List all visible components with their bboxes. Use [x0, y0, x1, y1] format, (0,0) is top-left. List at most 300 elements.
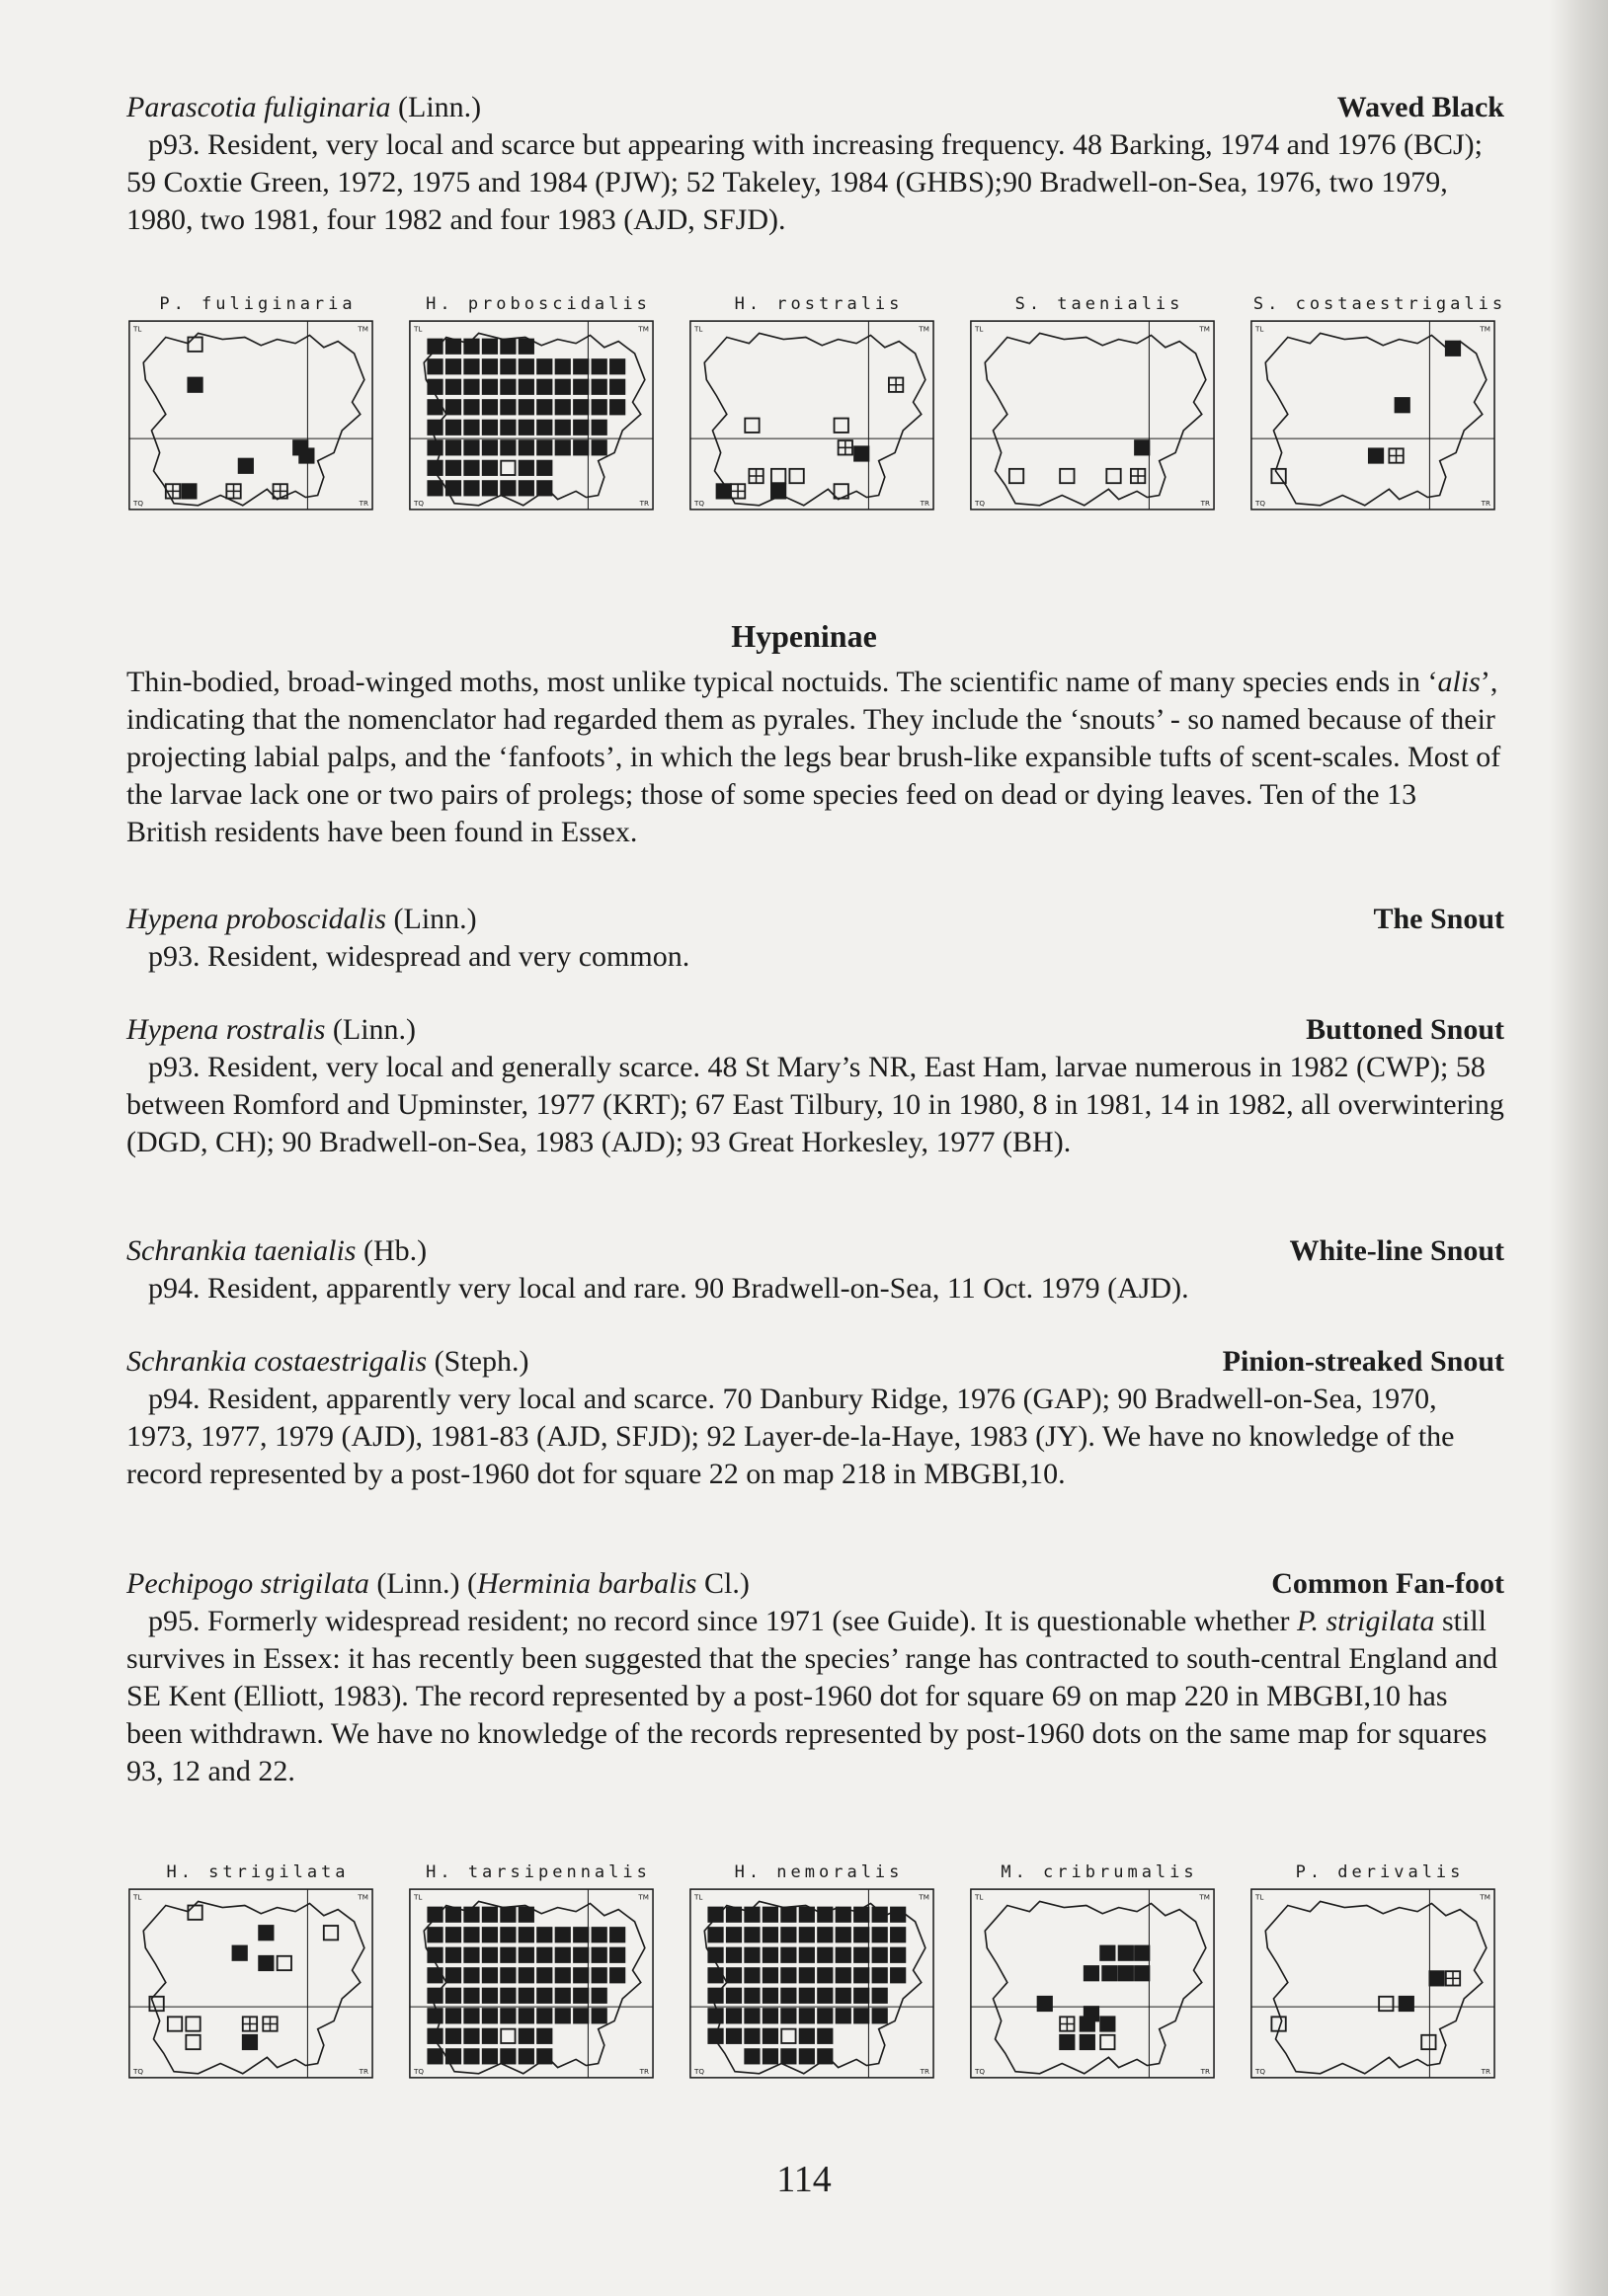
record-square-filled	[520, 1948, 533, 1962]
record-square-filled	[259, 1926, 273, 1940]
record-square-open	[1009, 469, 1023, 483]
record-square-filled	[428, 440, 442, 454]
record-square-open	[188, 338, 201, 352]
map-species-label: H. nemoralis	[734, 1862, 904, 1882]
record-square-filled	[446, 1989, 460, 2003]
record-square-filled	[428, 461, 442, 475]
record-square-filled	[464, 440, 478, 454]
record-square-filled	[520, 380, 533, 394]
record-square-filled	[800, 1928, 814, 1941]
record-square-open	[1379, 1997, 1393, 2011]
record-square-filled	[446, 1968, 460, 1982]
record-square-filled	[1081, 2017, 1094, 2030]
record-square-cross	[226, 484, 240, 498]
record-square-filled	[501, 359, 515, 373]
entry-heading	[126, 1011, 1504, 1049]
scientific-name: Pechipogo strigilata (Linn.) (Herminia barbalis Cl.)	[126, 1567, 750, 1600]
grid-label-tm: TM	[358, 1892, 368, 1902]
grid-label-tm: TM	[1480, 1892, 1490, 1902]
record-square-filled	[854, 1989, 868, 2003]
record-square-filled	[1135, 1946, 1149, 1960]
record-square-filled	[520, 400, 533, 414]
record-square-filled	[428, 400, 442, 414]
record-square-filled	[239, 459, 253, 473]
entry-hypena-proboscidalis	[126, 901, 1504, 976]
record-square-filled	[520, 359, 533, 373]
county-outline	[143, 333, 364, 505]
map-species-label: S. taenialis	[1014, 294, 1184, 314]
record-square-filled	[501, 400, 515, 414]
record-square-filled	[593, 1948, 606, 1962]
record-square-filled	[446, 1928, 460, 1941]
record-square-filled	[781, 2049, 795, 2063]
grid-label-tr: TR	[1481, 498, 1490, 508]
record-square-filled	[464, 2049, 478, 2063]
record-square-open	[188, 1906, 201, 1920]
record-square-filled	[873, 1908, 887, 1922]
entry-pechipogo-strigilata	[126, 1565, 1504, 1790]
record-square-filled	[556, 380, 570, 394]
scientific-name: Parascotia fuliginaria (Linn.)	[126, 91, 482, 123]
grid-label-tl: TL	[414, 324, 423, 334]
map-species-label: M. cribrumalis	[1001, 1862, 1198, 1882]
entry-heading	[126, 1232, 1504, 1270]
distribution-map	[1241, 291, 1519, 523]
section-intro	[126, 664, 1504, 851]
record-square-cross	[839, 440, 852, 454]
grid-label-tm: TM	[358, 324, 368, 334]
grid-label-tq: TQ	[975, 2066, 986, 2076]
record-square-filled	[837, 1948, 850, 1962]
record-square-filled	[501, 1989, 515, 2003]
record-square-filled	[446, 1908, 460, 1922]
record-square-filled	[1060, 2035, 1074, 2049]
record-square-filled	[837, 1989, 850, 2003]
record-square-filled	[610, 380, 624, 394]
distribution-map	[119, 1860, 397, 2092]
record-square-filled	[800, 1989, 814, 2003]
record-square-filled	[501, 421, 515, 435]
record-square-filled	[818, 1989, 832, 2003]
map-species-label: S. costaestrigalis	[1252, 294, 1507, 314]
record-square-filled	[593, 1968, 606, 1982]
entry-schrankia-costaestrigalis	[126, 1343, 1504, 1493]
record-square-filled	[537, 440, 551, 454]
record-square-filled	[537, 380, 551, 394]
map-species-label: H. rostralis	[734, 294, 904, 314]
record-square-filled	[800, 1908, 814, 1922]
record-square-filled	[428, 1948, 442, 1962]
scientific-name: Hypena proboscidalis (Linn.)	[126, 903, 477, 935]
record-square-cross	[749, 469, 763, 483]
entry-heading	[126, 1565, 1504, 1603]
record-square-cross	[243, 2017, 257, 2030]
record-square-filled	[428, 481, 442, 495]
record-square-filled	[464, 421, 478, 435]
map-graphic	[683, 317, 942, 515]
record-square-filled	[464, 1928, 478, 1941]
record-square-filled	[837, 2009, 850, 2022]
record-square-open	[324, 1926, 338, 1940]
record-square-filled	[781, 1928, 795, 1941]
grid-label-tl: TL	[133, 324, 142, 334]
record-square-filled	[446, 1948, 460, 1962]
record-square-filled	[556, 1928, 570, 1941]
map-graphic	[964, 317, 1223, 515]
record-square-filled	[537, 1948, 551, 1962]
record-square-filled	[520, 2029, 533, 2043]
entry-heading	[126, 901, 1504, 938]
record-square-filled	[854, 2009, 868, 2022]
record-square-filled	[891, 1908, 905, 1922]
record-square-open	[501, 461, 515, 475]
record-square-filled	[818, 1948, 832, 1962]
record-square-filled	[537, 400, 551, 414]
record-square-filled	[1135, 1966, 1149, 1980]
record-square-filled	[610, 1948, 624, 1962]
record-square-filled	[464, 1908, 478, 1922]
record-square-filled	[764, 1948, 777, 1962]
record-square-filled	[537, 2009, 551, 2022]
record-square-filled	[800, 1968, 814, 1982]
record-square-filled	[520, 1968, 533, 1982]
record-square-filled	[446, 2049, 460, 2063]
record-square-filled	[593, 1928, 606, 1941]
entry-parascotia-fuliginaria	[126, 89, 1504, 239]
record-square-filled	[464, 481, 478, 495]
record-square-filled	[483, 440, 497, 454]
record-square-filled	[520, 2049, 533, 2063]
record-square-filled	[556, 1989, 570, 2003]
record-square-filled	[428, 380, 442, 394]
record-square-filled	[873, 2009, 887, 2022]
grid-label-tl: TL	[1255, 324, 1264, 334]
record-square-filled	[446, 461, 460, 475]
record-square-filled	[837, 1968, 850, 1982]
distribution-map	[960, 1860, 1239, 2092]
record-square-filled	[610, 1928, 624, 1941]
record-square-filled	[188, 378, 201, 392]
record-square-filled	[818, 2009, 832, 2022]
record-square-filled	[520, 481, 533, 495]
grid-label-tm: TM	[1199, 1892, 1210, 1902]
record-square-filled	[483, 2049, 497, 2063]
record-square-filled	[610, 359, 624, 373]
record-square-filled	[483, 2029, 497, 2043]
map-graphic	[122, 317, 381, 515]
record-square-filled	[428, 340, 442, 354]
entry-text: p95. Formerly widespread resident; no record since 1971 (see Guide). It is questionable whether P. strigilata still survives in Essex: it has recently been suggested that the species’ range has contracted to south-central England and SE Kent (Elliott, 1983). The record represented by a post-1960 dot for square 69 on map 220 in MBGBI,10 has been withdrawn. We have no knowledge of the records represented by post-1960 dots on the same map for squares 93, 12 and 22.	[126, 1605, 1498, 1787]
record-square-filled	[771, 484, 785, 498]
record-square-filled	[537, 421, 551, 435]
record-square-filled	[574, 359, 588, 373]
record-square-filled	[574, 1928, 588, 1941]
record-square-filled	[483, 1968, 497, 1982]
record-square-filled	[593, 421, 606, 435]
record-square-filled	[501, 380, 515, 394]
record-square-filled	[537, 1968, 551, 1982]
record-square-filled	[574, 440, 588, 454]
distribution-map	[399, 1860, 678, 2092]
record-square-filled	[556, 359, 570, 373]
record-square-filled	[727, 1928, 741, 1941]
record-square-open	[1106, 469, 1120, 483]
record-square-filled	[708, 1908, 722, 1922]
county-outline	[985, 333, 1206, 505]
record-square-filled	[727, 2029, 741, 2043]
grid-label-tl: TL	[694, 1892, 703, 1902]
grid-label-tr: TR	[359, 2066, 368, 2076]
map-graphic	[403, 317, 662, 515]
record-square-filled	[537, 1989, 551, 2003]
grid-label-tm: TM	[919, 1892, 929, 1902]
record-square-filled	[537, 2049, 551, 2063]
grid-label-tl: TL	[1255, 1892, 1264, 1902]
grid-label-tq: TQ	[133, 2066, 144, 2076]
scientific-name: Schrankia taenialis (Hb.)	[126, 1234, 428, 1267]
record-square-filled	[764, 2049, 777, 2063]
record-square-filled	[428, 2049, 442, 2063]
record-square-filled	[891, 1948, 905, 1962]
record-square-filled	[708, 1948, 722, 1962]
record-square-filled	[717, 484, 731, 498]
record-square-filled	[464, 1989, 478, 2003]
record-square-filled	[781, 1968, 795, 1982]
record-square-filled	[800, 2049, 814, 2063]
entry-heading	[126, 89, 1504, 126]
entry-text: p93. Resident, very local and generally scarce. 48 St Mary’s NR, East Ham, larvae numerous in 1982 (CWP); 58 between Romford and Upminster, 1977 (KRT); 67 East Tilbury, 10 in 1980, 8 in 1981, 14 in 1982, all overwintering (DGD, CH); 90 Bradwell-on-Sea, 1983 (AJD); 93 Great Horkesley, 1977 (BH).	[126, 1051, 1504, 1158]
record-square-filled	[727, 1908, 741, 1922]
common-name: Pinion-streaked Snout	[1222, 1345, 1504, 1378]
record-square-filled	[1119, 1966, 1133, 1980]
record-square-filled	[464, 359, 478, 373]
record-square-filled	[464, 2029, 478, 2043]
record-square-filled	[745, 2049, 759, 2063]
record-square-filled	[745, 1989, 759, 2003]
grid-label-tr: TR	[639, 498, 649, 508]
record-square-filled	[818, 1928, 832, 1941]
record-square-filled	[1400, 1997, 1413, 2011]
grid-label-tq: TQ	[1255, 498, 1266, 508]
entry-schrankia-taenialis	[126, 1232, 1504, 1307]
record-square-filled	[800, 2009, 814, 2022]
record-square-filled	[428, 1928, 442, 1941]
record-square-filled	[873, 1948, 887, 1962]
grid-label-tl: TL	[414, 1892, 423, 1902]
grid-label-tr: TR	[359, 498, 368, 508]
record-square-filled	[854, 446, 868, 460]
record-square-filled	[428, 1908, 442, 1922]
entry-hypena-rostralis	[126, 1011, 1504, 1161]
record-square-filled	[764, 1928, 777, 1941]
record-square-filled	[593, 400, 606, 414]
record-square-filled	[1429, 1971, 1443, 1985]
common-name: White-line Snout	[1289, 1234, 1504, 1267]
record-square-filled	[556, 2009, 570, 2022]
record-square-filled	[1135, 440, 1149, 454]
record-square-filled	[501, 481, 515, 495]
record-square-filled	[593, 440, 606, 454]
record-square-filled	[1396, 398, 1409, 412]
record-square-filled	[781, 1948, 795, 1962]
record-square-filled	[800, 2029, 814, 2043]
maps-row-top	[119, 291, 1521, 523]
record-square-filled	[501, 2049, 515, 2063]
distribution-map	[680, 291, 958, 523]
map-graphic	[1245, 317, 1503, 515]
record-square-open	[1060, 469, 1074, 483]
grid-label-tm: TM	[919, 324, 929, 334]
record-square-filled	[446, 380, 460, 394]
grid-label-tm: TM	[1199, 324, 1210, 334]
record-square-filled	[854, 1908, 868, 1922]
record-square-filled	[501, 440, 515, 454]
map-species-label: P. fuliginaria	[159, 294, 357, 314]
record-square-filled	[483, 481, 497, 495]
map-species-label: H. tarsipennalis	[426, 1862, 651, 1882]
page-edge-shadow	[1549, 0, 1608, 2296]
grid-label-tl: TL	[975, 324, 984, 334]
record-square-filled	[764, 1908, 777, 1922]
grid-label-tq: TQ	[414, 498, 425, 508]
record-square-filled	[574, 1948, 588, 1962]
record-square-cross	[263, 2017, 277, 2030]
grid-label-tr: TR	[920, 498, 929, 508]
record-square-cross	[1389, 448, 1403, 462]
record-square-filled	[764, 1989, 777, 2003]
record-square-filled	[446, 481, 460, 495]
record-square-open	[771, 469, 785, 483]
record-square-filled	[556, 1968, 570, 1982]
map-graphic	[403, 1885, 662, 2083]
section-title: Hypeninae	[731, 618, 877, 654]
record-square-filled	[764, 1968, 777, 1982]
record-square-filled	[764, 2029, 777, 2043]
record-square-filled	[1446, 342, 1460, 356]
county-outline	[704, 333, 925, 505]
record-square-filled	[501, 340, 515, 354]
grid-label-tr: TR	[920, 2066, 929, 2076]
record-square-filled	[854, 1928, 868, 1941]
record-square-filled	[873, 1928, 887, 1941]
record-square-filled	[446, 2009, 460, 2022]
record-square-filled	[537, 461, 551, 475]
record-square-filled	[745, 1968, 759, 1982]
record-square-filled	[800, 1948, 814, 1962]
grid-label-tq: TQ	[975, 498, 986, 508]
record-square-filled	[483, 340, 497, 354]
distribution-map	[399, 291, 678, 523]
record-square-filled	[483, 421, 497, 435]
county-outline	[985, 1901, 1206, 2073]
county-outline	[1265, 333, 1487, 505]
record-square-filled	[891, 1968, 905, 1982]
grid-label-tq: TQ	[414, 2066, 425, 2076]
grid-label-tq: TQ	[694, 498, 705, 508]
record-square-cross	[166, 484, 180, 498]
record-square-filled	[464, 2009, 478, 2022]
record-square-filled	[501, 2009, 515, 2022]
record-square-filled	[891, 1928, 905, 1941]
record-square-open	[789, 469, 803, 483]
record-square-filled	[520, 1908, 533, 1922]
grid-label-tr: TR	[1481, 2066, 1490, 2076]
grid-label-tq: TQ	[694, 2066, 705, 2076]
record-square-filled	[243, 2035, 257, 2049]
record-square-filled	[837, 1928, 850, 1941]
record-square-filled	[873, 1989, 887, 2003]
record-square-open	[186, 2035, 200, 2049]
record-square-filled	[818, 1968, 832, 1982]
record-square-filled	[574, 1989, 588, 2003]
record-square-filled	[520, 461, 533, 475]
record-square-filled	[428, 1968, 442, 1982]
map-species-label: H. strigilata	[166, 1862, 350, 1882]
record-square-filled	[501, 1968, 515, 1982]
record-square-filled	[727, 1989, 741, 2003]
grid-label-tr: TR	[1200, 498, 1210, 508]
record-square-filled	[483, 1928, 497, 1941]
record-square-cross	[889, 378, 903, 392]
record-square-filled	[259, 1956, 273, 1970]
common-name: Waved Black	[1336, 91, 1504, 123]
record-square-filled	[854, 1948, 868, 1962]
record-square-filled	[764, 2009, 777, 2022]
record-square-filled	[854, 1968, 868, 1982]
record-square-filled	[520, 440, 533, 454]
grid-label-tq: TQ	[133, 498, 144, 508]
record-square-filled	[727, 1968, 741, 1982]
record-square-filled	[574, 1968, 588, 1982]
record-square-filled	[781, 1908, 795, 1922]
record-square-cross	[1131, 469, 1145, 483]
record-square-filled	[233, 1946, 247, 1960]
record-square-filled	[428, 2029, 442, 2043]
record-square-filled	[537, 359, 551, 373]
record-square-filled	[428, 2009, 442, 2022]
record-square-filled	[556, 400, 570, 414]
grid-label-tr: TR	[1200, 2066, 1210, 2076]
record-square-filled	[1085, 1966, 1098, 1980]
record-square-filled	[520, 1928, 533, 1941]
common-name: Common Fan-foot	[1271, 1567, 1504, 1600]
record-square-filled	[837, 1908, 850, 1922]
record-square-open	[745, 419, 759, 433]
record-square-open	[835, 419, 848, 433]
record-square-filled	[556, 440, 570, 454]
record-square-filled	[727, 1948, 741, 1962]
map-graphic	[1245, 1885, 1503, 2083]
entry-text: p94. Resident, apparently very local and scarce. 70 Danbury Ridge, 1976 (GAP); 90 Bradwell-on-Sea, 1970, 1973, 1977, 1979 (AJD), 1981-83 (AJD, SFJD); 92 Layer-de-la-Haye, 1983 (JY). We have no knowledge of the record represented by a post-1960 dot for square 22 on map 218 in MBGBI,10.	[126, 1383, 1455, 1490]
common-name: The Snout	[1373, 903, 1504, 935]
scientific-name: Schrankia costaestrigalis (Steph.)	[126, 1345, 529, 1378]
record-square-filled	[610, 400, 624, 414]
record-square-filled	[745, 2029, 759, 2043]
record-square-filled	[428, 1989, 442, 2003]
record-square-filled	[293, 440, 307, 454]
record-square-filled	[483, 2009, 497, 2022]
record-square-filled	[1100, 1946, 1114, 1960]
record-square-filled	[593, 359, 606, 373]
page-number: 114	[776, 2159, 832, 2200]
record-square-filled	[556, 1948, 570, 1962]
record-square-filled	[520, 340, 533, 354]
record-square-filled	[520, 421, 533, 435]
grid-label-tl: TL	[694, 324, 703, 334]
record-square-filled	[464, 340, 478, 354]
record-square-filled	[574, 2009, 588, 2022]
record-square-filled	[745, 2009, 759, 2022]
